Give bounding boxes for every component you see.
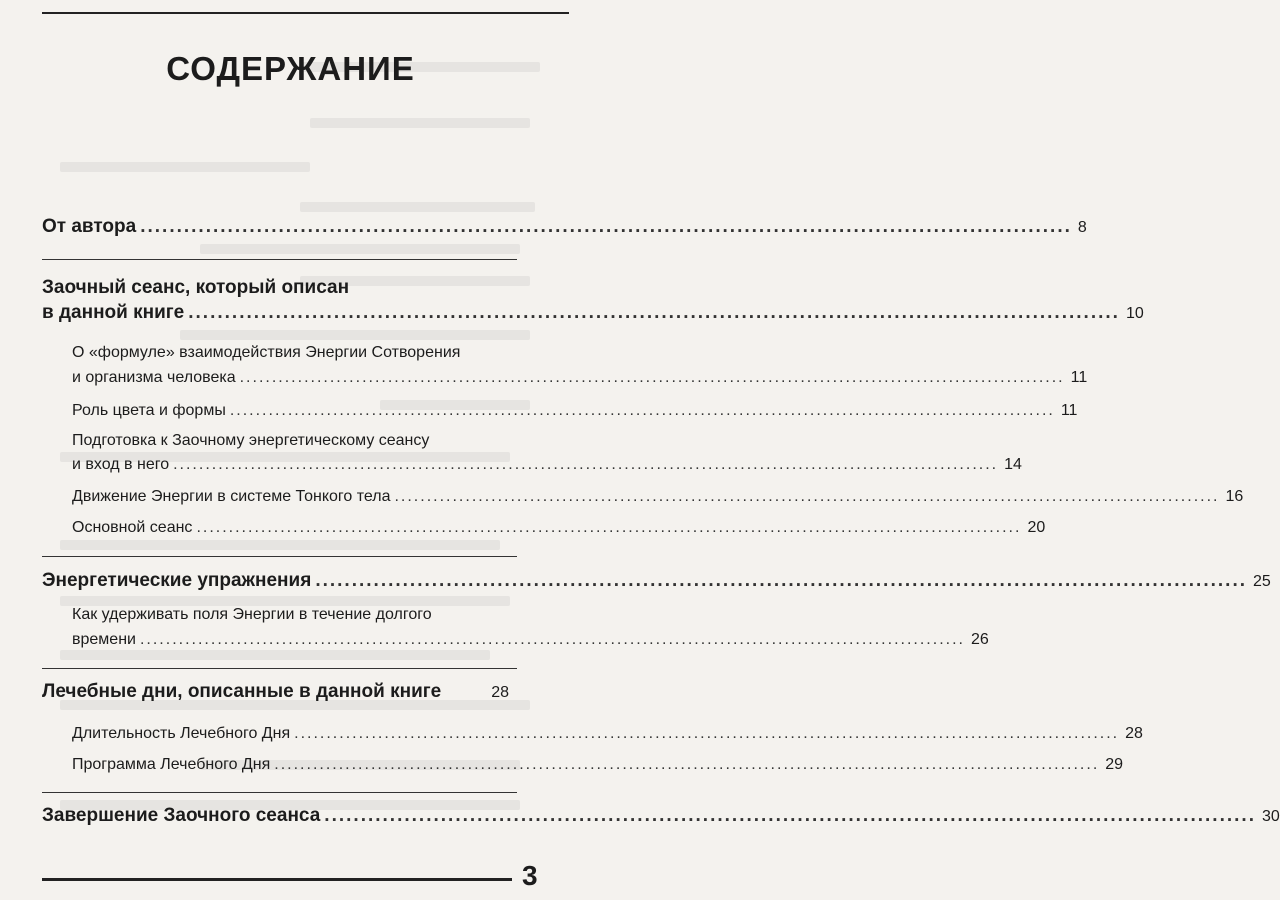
toc-entry-title: Лечебные дни, описанные в данной книге (42, 681, 442, 702)
toc-leader: ................................................................................................................................ (139, 631, 965, 648)
toc-entry (42, 216, 1087, 238)
toc-leader: ................................................................................................................................ (294, 725, 1120, 742)
toc-entry-title: Движение Энергии в системе Тонкого тела (72, 488, 391, 505)
toc-entry (42, 805, 1280, 827)
toc-entry-page: 28 (1125, 725, 1143, 742)
toc-entry-title: в данной книге (42, 302, 185, 323)
page-number: 3 (522, 860, 538, 891)
section-divider (42, 556, 517, 557)
section-divider (42, 668, 517, 669)
toc-leader: ................................................................................................................................ (324, 805, 1256, 826)
toc-entry-page: 25 (1253, 573, 1271, 590)
toc-entry-title: времени (72, 631, 136, 648)
toc-entry (72, 756, 1124, 774)
toc-leader: ................................................................................................................................ (394, 488, 1220, 505)
toc-entry-title-line: О «формуле» взаимодействия Энергии Сотворения (72, 344, 461, 361)
toc-entry-page: 20 (1027, 519, 1046, 536)
toc-entry-page: 26 (970, 631, 989, 648)
toc-entry-title: Основной сеанс (72, 519, 193, 536)
toc-entry (42, 681, 509, 703)
toc-entry-page: 11 (1070, 369, 1088, 386)
toc-leader: ................................................................................................................................ (229, 402, 1055, 419)
toc-entry (42, 302, 1144, 324)
toc-leader: ................................................................................................................................ (188, 302, 1120, 323)
toc-entry-page: 28 (491, 684, 509, 701)
toc-entry-title: и организма человека (72, 369, 236, 386)
toc-entry-title-line: Заочный сеанс, который описан (42, 277, 350, 298)
toc-entry-page: 8 (1077, 219, 1087, 236)
toc-entry-title: Программа Лечебного Дня (72, 756, 271, 773)
toc-leader: ................................................................................................................................ (274, 756, 1100, 773)
toc-leader: ................................................................................................................................ (196, 519, 1022, 536)
toc-entry (72, 369, 1088, 387)
toc-leader: ................................................................................................................................ (140, 216, 1072, 237)
page-title: СОДЕРЖАНИЕ (166, 50, 415, 87)
toc-entry-title: Энергетические упражнения (42, 570, 312, 591)
toc-entry-page: 30 (1261, 808, 1280, 825)
toc-entry-page: 11 (1060, 402, 1078, 419)
toc-leader: ................................................................................................................................ (315, 570, 1247, 591)
bottom-rule (42, 878, 512, 881)
section-divider (42, 259, 517, 260)
toc-entry-title: и вход в него (72, 456, 170, 473)
toc-entry (72, 725, 1143, 743)
toc-entry-page: 16 (1225, 488, 1244, 505)
toc-entry (72, 631, 989, 649)
toc-leader: ................................................................................................................................ (239, 369, 1065, 386)
toc-entry-title-line: Подготовка к Заочному энергетическому сеансу (72, 432, 430, 449)
toc-entry (72, 519, 1046, 537)
toc-entry-title: Длительность Лечебного Дня (72, 725, 291, 742)
toc-entry-title-line: Как удерживать поля Энергии в течение долгого (72, 606, 432, 623)
toc-entry (72, 456, 1022, 474)
toc-entry (72, 402, 1078, 420)
toc-entry-page: 10 (1125, 305, 1144, 322)
section-divider (42, 792, 517, 793)
toc-entry-title: Завершение Заочного сеанса (42, 805, 321, 826)
toc-entry-page: 14 (1004, 456, 1022, 473)
toc-entry-page: 29 (1105, 756, 1124, 773)
toc-entry-title: Роль цвета и формы (72, 402, 226, 419)
toc-leader: ................................................................................................................................ (173, 456, 999, 473)
toc-entry-title: От автора (42, 216, 137, 237)
toc-entry (42, 570, 1271, 592)
toc-entry (72, 488, 1244, 506)
